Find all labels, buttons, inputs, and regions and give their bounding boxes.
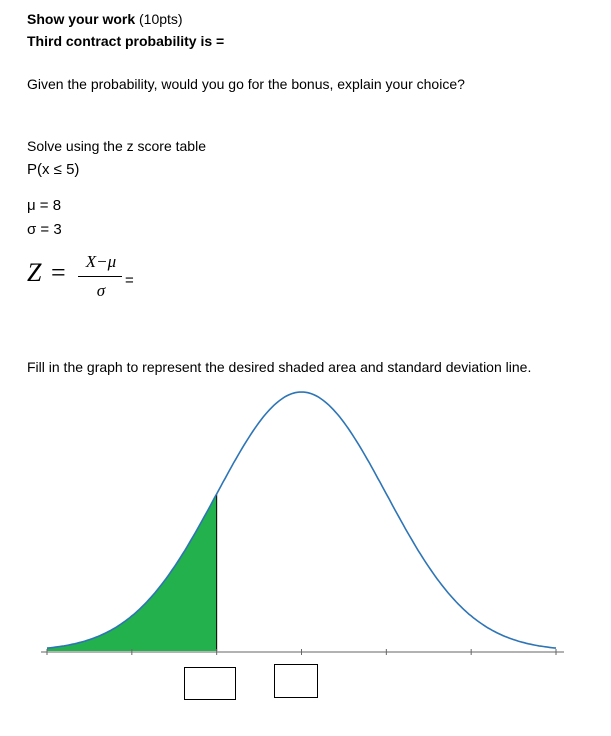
shaded-area bbox=[47, 494, 217, 651]
solve-instruction: Solve using the z score table bbox=[27, 138, 206, 154]
show-work-line bbox=[27, 11, 183, 27]
result-equals-sign: = bbox=[125, 272, 134, 289]
equals-sign: = bbox=[51, 258, 66, 287]
formula-denominator: σ bbox=[96, 281, 106, 300]
normal-curve bbox=[47, 392, 556, 648]
bonus-question: Given the probability, would you go for the bonus, explain your choice? bbox=[27, 76, 465, 92]
fraction-bar bbox=[78, 276, 122, 277]
axis-ticks bbox=[47, 649, 556, 655]
third-contract-label: Third contract probability is = bbox=[27, 33, 225, 49]
formula-numerator: X−μ bbox=[85, 252, 117, 271]
z-symbol: Z bbox=[27, 258, 42, 287]
points-label: (10pts) bbox=[135, 11, 183, 27]
answer-box-lower[interactable] bbox=[184, 667, 236, 700]
probability-expression: P(x ≤ 5) bbox=[27, 161, 80, 178]
show-work-label: Show your work bbox=[27, 11, 136, 27]
mu-value: μ = 8 bbox=[27, 197, 62, 214]
answer-box-mean[interactable] bbox=[274, 664, 318, 698]
sigma-value: σ = 3 bbox=[27, 221, 62, 238]
graph-instruction: Fill in the graph to represent the desired shaded area and standard deviation line. bbox=[27, 359, 532, 375]
